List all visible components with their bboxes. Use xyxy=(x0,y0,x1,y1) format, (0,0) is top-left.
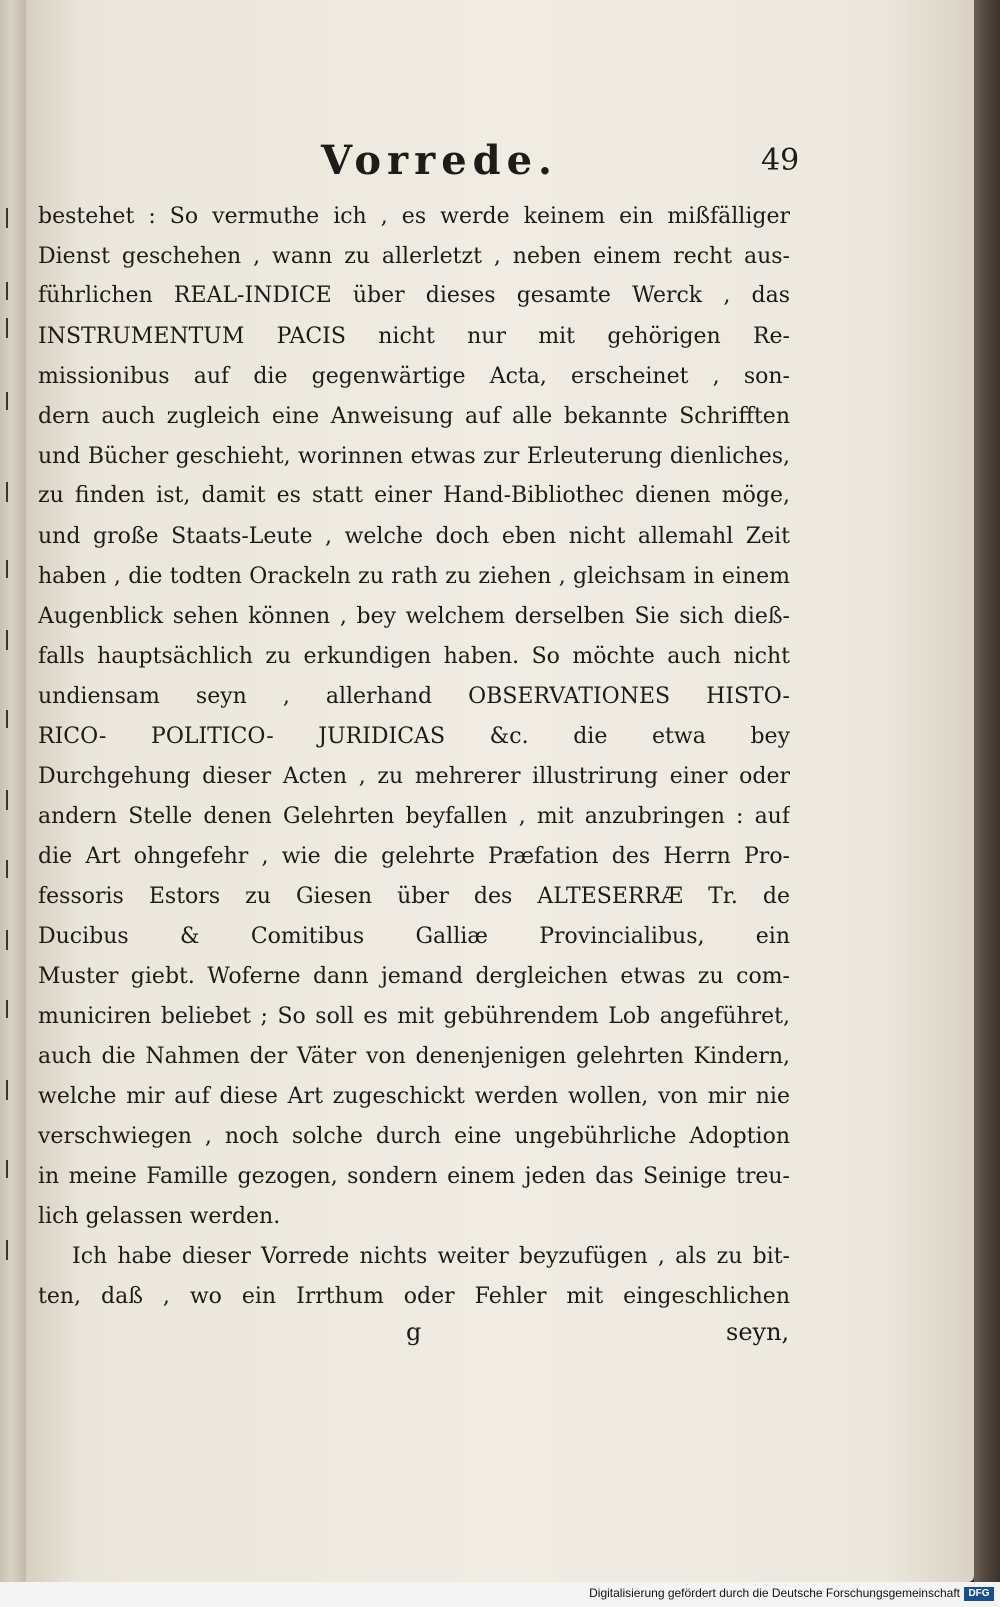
running-title: Vorrede. xyxy=(321,137,558,184)
text-line: Augenblick sehen können , bey welchem derselben Sie sich dieß- xyxy=(38,604,790,629)
text-line: Durchgehung dieser Acten , zu mehrerer illustrirung einer oder xyxy=(38,764,790,789)
text-line: municiren beliebet ; So soll es mit gebührendem Lob angeführet, xyxy=(38,1004,790,1029)
text-line: in meine Famille gezogen, sondern einem jeden das Seinige treu- xyxy=(38,1164,790,1189)
signature-mark: g xyxy=(406,1318,422,1346)
left-margin-marks xyxy=(2,0,22,1607)
text-line: bestehet : So vermuthe ich , es werde keinem ein mißfälliger xyxy=(38,204,790,229)
text-line: undiensam seyn , allerhand OBSERVATIONES HISTO- xyxy=(38,684,790,709)
text-line: führlichen REAL-INDICE über dieses gesamte Werck , das xyxy=(38,283,790,308)
text-line: Ducibus & Comitibus Galliæ Provincialibus, ein xyxy=(38,924,790,949)
text-line: lich gelassen werden. xyxy=(38,1204,281,1229)
text-line: haben , die todten Orackeln zu rath zu ziehen , gleichsam in einem xyxy=(38,564,790,589)
text-line: RICO- POLITICO- JURIDICAS &c. die etwa bey xyxy=(38,724,790,749)
text-line: INSTRUMENTUM PACIS nicht nur mit gehörigen Re- xyxy=(38,324,790,349)
digitization-footer xyxy=(0,1582,1000,1607)
catchword: seyn, xyxy=(726,1318,790,1346)
text-line: die Art ohngefehr , wie die gelehrte Præfation des Herrn Pro- xyxy=(38,844,790,869)
text-line: missionibus auf die gegenwärtige Acta, erscheinet , son- xyxy=(38,364,790,389)
text-line: dern auch zugleich eine Anweisung auf alle bekannte Schrifften xyxy=(38,404,790,429)
text-line: Muster giebt. Woferne dann jemand dergleichen etwas zu com- xyxy=(38,964,790,989)
text-line: und große Staats-Leute , welche doch eben nicht allemahl Zeit xyxy=(38,524,790,549)
text-line: auch die Nahmen der Väter von denenjenigen gelehrten Kindern, xyxy=(38,1044,790,1069)
text-line: verschwiegen , noch solche durch eine ungebührliche Adoption xyxy=(38,1124,790,1149)
body-text xyxy=(26,0,974,1582)
left-page-edge xyxy=(0,0,28,1607)
text-line: ten, daß , wo ein Irrthum oder Fehler mit eingeschlichen xyxy=(38,1284,790,1309)
text-line: Ich habe dieser Vorrede nichts weiter beyzufügen , als zu bit- xyxy=(72,1244,790,1269)
text-line: und Bücher geschieht, worinnen etwas zur Erleuterung dienliches, xyxy=(38,444,790,469)
text-line: andern Stelle denen Gelehrten beyfallen , mit anzubringen : auf xyxy=(38,804,790,829)
dfg-logo: DFG xyxy=(964,1587,994,1601)
text-line: fessoris Estors zu Giesen über des ALTESERRÆ Tr. de xyxy=(38,884,790,909)
page-number: 49 xyxy=(761,143,800,178)
text-line: falls hauptsächlich zu erkundigen haben. So möchte auch nicht xyxy=(38,644,790,669)
text-line: zu finden ist, damit es statt einer Hand-Bibliothec dienen möge, xyxy=(38,483,790,508)
book-page xyxy=(26,0,974,1582)
footer-credit: Digitalisierung gefördert durch die Deutsche Forschungsgemeinschaft xyxy=(589,1586,960,1600)
text-line: Dienst geschehen , wann zu allerletzt , neben einem recht aus- xyxy=(38,244,790,269)
right-page-edge xyxy=(974,0,1000,1582)
text-line: welche mir auf diese Art zugeschickt werden wollen, von mir nie xyxy=(38,1084,790,1109)
